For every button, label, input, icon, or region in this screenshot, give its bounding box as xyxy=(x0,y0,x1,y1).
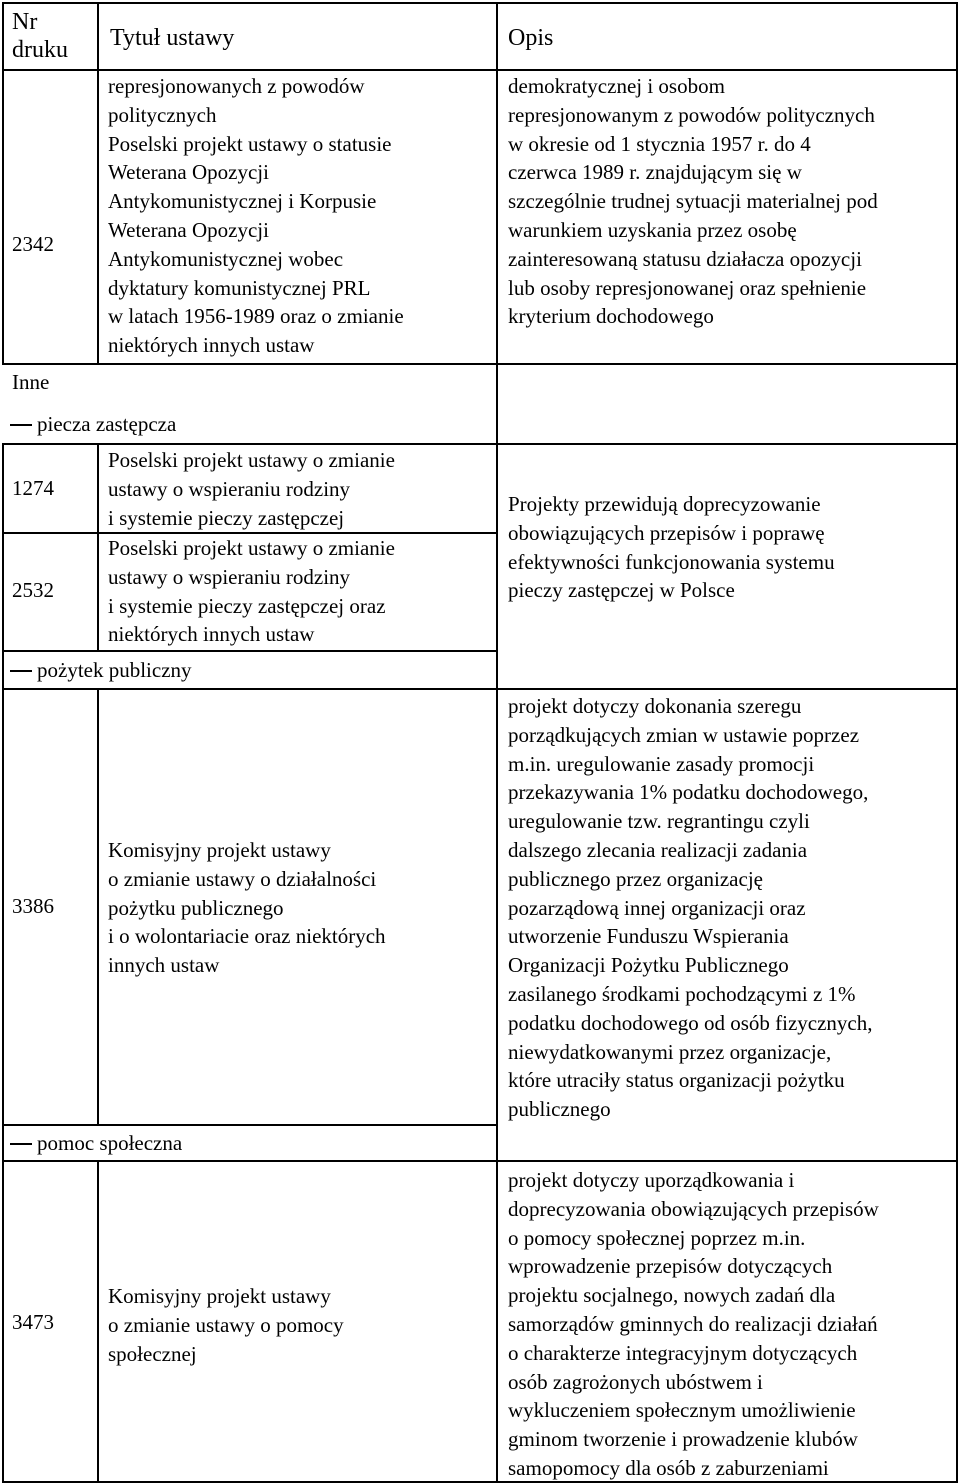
row-number-1274: 1274 xyxy=(12,476,54,500)
section-heading-piecza xyxy=(10,410,176,438)
section-heading-pozytek xyxy=(10,656,192,684)
desc-line: zasilanego środkami pochodzącymi z 1% xyxy=(508,981,856,1006)
desc-line: które utraciły status organizacji pożytku xyxy=(508,1068,845,1093)
desc-line: dalszego zlecania realizacji zadania xyxy=(508,837,808,862)
desc-line: utworzenie Funduszu Wspierania xyxy=(508,924,789,949)
desc-line: publicznego przez organizację xyxy=(508,866,763,891)
desc-line: czerwca 1989 r. znajdującym się w xyxy=(508,160,802,185)
title-line: Poselski projekt ustawy o zmianie xyxy=(108,448,395,472)
title-line: i systemie pieczy zastępczej oraz xyxy=(108,593,386,618)
section-heading-inne: Inne xyxy=(12,370,50,394)
title-line: represjonowanych z powodów xyxy=(108,74,365,98)
desc-line: wprowadzenie przepisów dotyczących xyxy=(508,1254,833,1279)
desc-line: pieczy zastępczej w Polsce xyxy=(508,578,735,603)
title-line: o zmianie ustawy o działalności xyxy=(108,866,377,891)
desc-line: zainteresowaną statusu działacza opozycji xyxy=(508,246,862,271)
desc-3386 xyxy=(508,692,873,1124)
desc-line: doprecyzowania obowiązujących przepisów xyxy=(508,1196,879,1221)
desc-line: Projekty przewidują doprecyzowanie xyxy=(508,492,821,516)
desc-line: m.in. uregulowanie zasady promocji xyxy=(508,751,815,776)
title-line: Antykomunistycznej wobec xyxy=(108,246,344,271)
desc-line: warunkiem uzyskania przez osobę xyxy=(508,217,797,242)
desc-foster-care xyxy=(508,490,835,605)
rule-after-foster-desc xyxy=(496,688,958,690)
desc-line: demokratycznej i osobom xyxy=(508,74,725,98)
section-dash xyxy=(10,1143,32,1145)
section-label: piecza zastępcza xyxy=(37,412,177,436)
section-label: pożytek publiczny xyxy=(37,658,192,682)
desc-line: samopomocy dla osób z zaburzeniami xyxy=(508,1455,829,1480)
desc-line: niewydatkowanymi przez organizacje, xyxy=(508,1039,832,1064)
desc-line: samorządów gminnych do realizacji działań xyxy=(508,1311,878,1336)
desc-line: represjonowanym z powodów politycznych xyxy=(508,102,875,127)
desc-line: podatku dochodowego od osób fizycznych, xyxy=(508,1010,873,1035)
desc-line: efektywności funkcjonowania systemu xyxy=(508,549,835,574)
desc-line: szczególnie trudnej sytuacji materialnej pod xyxy=(508,189,878,214)
title-line: Antykomunistycznej i Korpusie xyxy=(108,189,377,214)
title-line: Weterana Opozycji xyxy=(108,160,269,185)
title-1274 xyxy=(108,446,395,532)
title-line: ustawy o wspieraniu rodziny xyxy=(108,476,351,501)
header-nr-line1: Nr xyxy=(12,9,38,35)
desc-line: publicznego xyxy=(508,1097,611,1122)
title-line: Komisyjny projekt ustawy xyxy=(108,1284,331,1308)
desc-line: osób zagrożonych ubóstwem i xyxy=(508,1369,763,1394)
desc-line: porządkujących zmian w ustawie poprzez xyxy=(508,722,860,747)
title-line: w latach 1956-1989 oraz o zmianie xyxy=(108,304,404,329)
rule-after-pomoc xyxy=(2,1160,497,1162)
header-bottom-rule xyxy=(2,69,958,71)
rule-after-pozytek xyxy=(2,688,497,690)
section-dash xyxy=(10,670,32,672)
desc-line: w okresie od 1 stycznia 1957 r. do 4 xyxy=(508,131,811,156)
title-line: niektórych innych ustaw xyxy=(108,333,315,358)
desc-line: obowiązujących przepisów i poprawę xyxy=(508,520,825,545)
desc-line: przekazywania 1% podatku dochodowego, xyxy=(508,780,869,805)
row-number-3386: 3386 xyxy=(12,894,54,918)
desc-line: Organizacji Pożytku Publicznego xyxy=(508,953,789,978)
section-label: pomoc społeczna xyxy=(37,1131,183,1155)
title-line: innych ustaw xyxy=(108,953,220,978)
title-2532 xyxy=(108,534,395,649)
desc-line: projekt dotyczy dokonania szeregu xyxy=(508,694,802,718)
title-line: Weterana Opozycji xyxy=(108,217,269,242)
column-divider-2 xyxy=(496,2,498,1482)
desc-line: uregulowanie tzw. regrantingu czyli xyxy=(508,809,810,834)
rule-after-2342 xyxy=(2,363,958,365)
title-line: Poselski projekt ustawy o statusie xyxy=(108,131,392,156)
desc-line: gminom tworzenie i prowadzenie klubów xyxy=(508,1427,858,1452)
header-nr-label xyxy=(12,8,68,64)
column-divider-1-3473 xyxy=(97,1160,99,1483)
title-line: i o wolontariacie oraz niektórych xyxy=(108,924,386,949)
table-border-left-upper xyxy=(2,2,4,365)
table-border-left-lower xyxy=(2,443,4,1483)
header-nr-line2: druku xyxy=(12,37,68,63)
title-line: Komisyjny projekt ustawy xyxy=(108,838,331,862)
desc-line: wykluczeniem społecznym umożliwienie xyxy=(508,1398,856,1423)
title-line: i systemie pieczy zastępczej xyxy=(108,505,345,530)
title-3473 xyxy=(108,1282,344,1368)
row-number-3473: 3473 xyxy=(12,1310,54,1334)
title-line: pożytku publicznego xyxy=(108,895,284,920)
rule-after-2532 xyxy=(2,650,497,652)
rule-after-3386-desc xyxy=(496,1160,958,1162)
desc-2342 xyxy=(508,72,878,331)
column-divider-1-upper xyxy=(97,2,99,365)
title-3386 xyxy=(108,836,386,980)
title-line: politycznych xyxy=(108,102,217,127)
column-divider-1-piecza xyxy=(97,443,99,652)
column-divider-1-3386 xyxy=(97,688,99,1126)
rule-before-foster-desc xyxy=(496,443,958,445)
title-2342 xyxy=(108,72,404,360)
section-heading-pomoc xyxy=(10,1129,182,1157)
section-dash xyxy=(10,424,32,426)
desc-line: o pomocy społecznej poprzez m.in. xyxy=(508,1225,806,1250)
desc-line: o charakterze integracyjnym dotyczących xyxy=(508,1340,858,1365)
title-line: ustawy o wspieraniu rodziny xyxy=(108,564,351,589)
rule-before-piecza-rows xyxy=(2,443,497,445)
desc-line: pozarządową innej organizacji oraz xyxy=(508,895,806,920)
title-line: o zmianie ustawy o pomocy xyxy=(108,1312,344,1337)
title-line: dyktatury komunistycznej PRL xyxy=(108,275,371,300)
desc-3473 xyxy=(508,1166,879,1483)
desc-line: kryterium dochodowego xyxy=(508,304,714,329)
header-desc-label: Opis xyxy=(508,25,554,51)
desc-line: lub osoby represjonowanej oraz spełnienie xyxy=(508,275,867,300)
desc-line: projektu socjalnego, nowych zadań dla xyxy=(508,1283,836,1308)
desc-line: projekt dotyczy uporządkowania i xyxy=(508,1168,795,1192)
table-border-top xyxy=(2,2,958,4)
title-line: niektórych innych ustaw xyxy=(108,622,315,647)
header-title-label: Tytuł ustawy xyxy=(110,25,235,51)
row-number-2342: 2342 xyxy=(12,232,54,256)
row-number-2532: 2532 xyxy=(12,578,54,602)
rule-after-3386 xyxy=(2,1124,497,1126)
title-line: Poselski projekt ustawy o zmianie xyxy=(108,536,395,560)
table-border-right xyxy=(956,2,958,1482)
title-line: społecznej xyxy=(108,1341,197,1366)
